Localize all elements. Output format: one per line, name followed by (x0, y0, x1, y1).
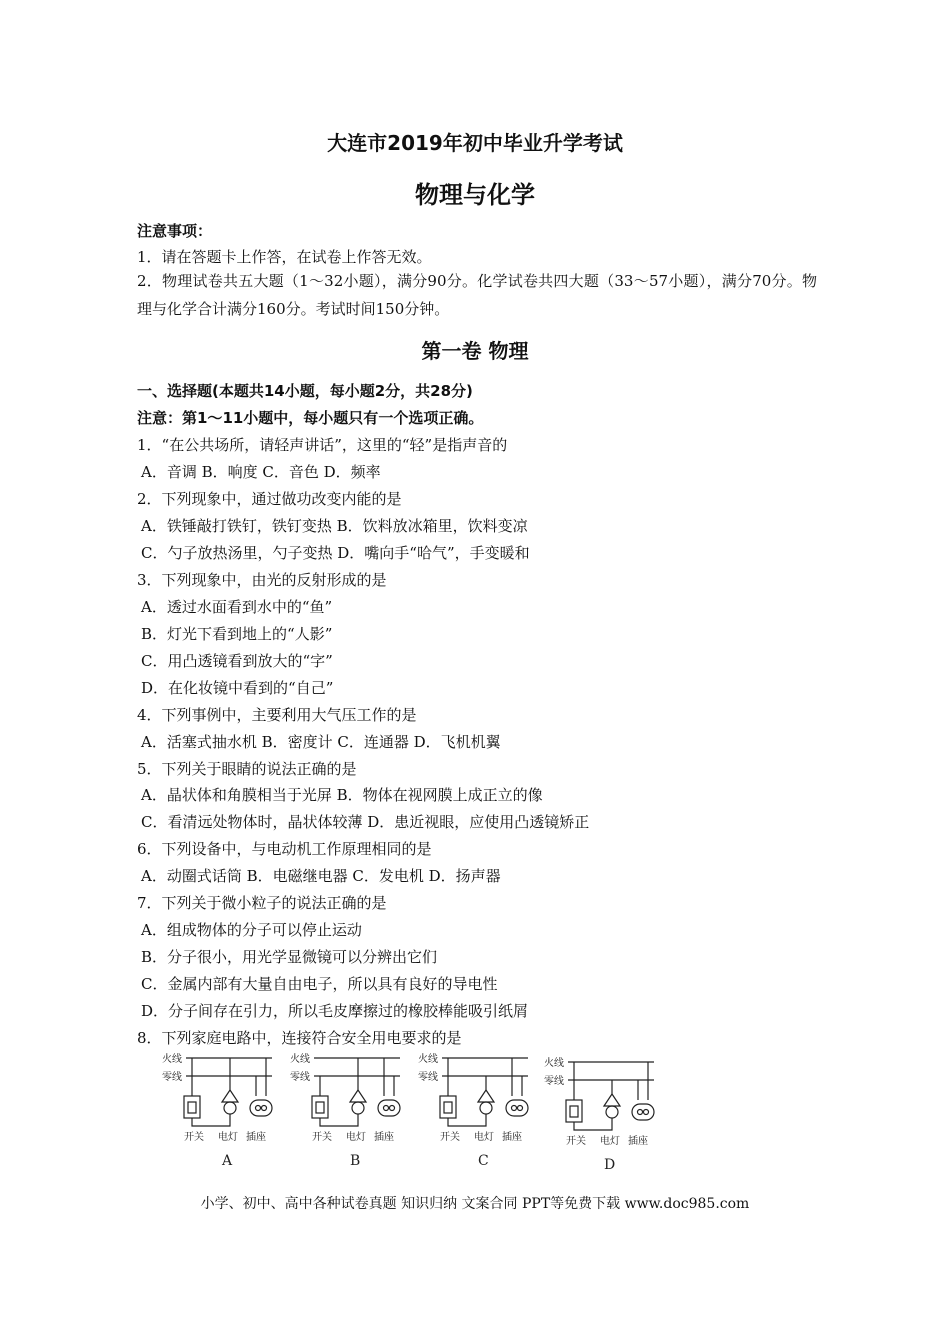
question-5-stem: 5．下列关于眼睛的说法正确的是 (137, 760, 357, 778)
question-3-option-c: C．用凸透镜看到放大的“字” (141, 652, 333, 670)
live-wire-label: 火线 (418, 1054, 438, 1065)
question-6-stem: 6．下列设备中，与电动机工作原理相同的是 (137, 840, 432, 858)
notice-item-1: 1．请在答题卡上作答，在试卷上作答无效。 (137, 248, 432, 266)
question-3-stem: 3．下列现象中，由光的反射形成的是 (137, 571, 387, 589)
option-label-b: B (350, 1153, 361, 1169)
lamp-label: 电灯 (600, 1136, 620, 1147)
question-3-option-d: D．在化妆镜中看到的“自己” (141, 679, 334, 697)
page-footer: 小学、初中、高中各种试卷真题 知识归纳 文案合同 PPT等免费下载 www.doc985.com (200, 1196, 750, 1212)
question-7-option-c: C．金属内部有大量自由电子，所以具有良好的导电性 (141, 975, 498, 993)
option-label-d: D (604, 1157, 616, 1173)
question-3-option-b: B．灯光下看到地上的“人影” (141, 625, 333, 643)
question-4-stem: 4．下列事例中，主要利用大气压工作的是 (137, 706, 417, 724)
option-label-c: C (478, 1153, 489, 1169)
notice-item-2: 2．物理试卷共五大题（1～32小题），满分90分。化学试卷共四大题（33～57小题），满分70分。物理与化学合计满分160分。考试时间150分钟。 (137, 272, 817, 318)
question-2-options-ab: A．铁锤敲打铁钉，铁钉变热 B．饮料放冰箱里，饮料变凉 (141, 517, 528, 535)
circuit-d (544, 1056, 654, 1173)
question-7-option-a: A．组成物体的分子可以停止运动 (141, 921, 362, 939)
question-8-stem: 8．下列家庭电路中，连接符合安全用电要求的是 (137, 1029, 462, 1047)
question-4-options: A．活塞式抽水机 B．密度计 C．连通器 D．飞机机翼 (141, 733, 501, 751)
live-wire-label: 火线 (544, 1058, 564, 1069)
switch-label: 开关 (312, 1132, 332, 1143)
exam-title: 大连市2019年初中毕业升学考试 (327, 131, 623, 155)
lamp-label: 电灯 (218, 1132, 238, 1143)
volume-title: 第一卷 物理 (421, 339, 529, 363)
circuit-b (290, 1052, 400, 1169)
neutral-wire-label: 零线 (162, 1072, 182, 1083)
neutral-wire-label: 零线 (544, 1076, 564, 1087)
socket-label: 插座 (628, 1136, 648, 1147)
subject-title: 物理与化学 (415, 181, 535, 209)
notice-heading: 注意事项： (137, 222, 213, 240)
question-1-options: A．音调 B．响度 C．音色 D．频率 (141, 463, 381, 481)
question-5-options-cd: C．看清远处物体时，晶状体较薄 D．患近视眼，应使用凸透镜矫正 (141, 813, 590, 831)
switch-label: 开关 (184, 1132, 204, 1143)
live-wire-label: 火线 (162, 1054, 182, 1065)
circuit-diagrams (160, 1052, 680, 1174)
part-note: 注意：第1～11小题中，每小题只有一个选项正确。 (137, 409, 484, 427)
socket-label: 插座 (374, 1132, 394, 1143)
question-5-options-ab: A．晶状体和角膜相当于光屏 B．物体在视网膜上成正立的像 (141, 786, 543, 804)
live-wire-label: 火线 (290, 1054, 310, 1065)
neutral-wire-label: 零线 (418, 1072, 438, 1083)
question-6-options: A．动圈式话筒 B．电磁继电器 C．发电机 D．扬声器 (141, 867, 501, 885)
question-3-option-a: A．透过水面看到水中的“鱼” (141, 598, 333, 616)
neutral-wire-label: 零线 (290, 1072, 310, 1083)
part-heading: 一、选择题(本题共14小题，每小题2分，共28分) (137, 382, 473, 400)
question-2-stem: 2．下列现象中，通过做功改变内能的是 (137, 490, 402, 508)
socket-label: 插座 (502, 1132, 522, 1143)
switch-label: 开关 (566, 1136, 586, 1147)
question-7-option-d: D．分子间存在引力，所以毛皮摩擦过的橡胶棒能吸引纸屑 (141, 1002, 529, 1020)
circuit-c (418, 1052, 528, 1169)
switch-label: 开关 (440, 1132, 460, 1143)
circuit-a (162, 1052, 272, 1169)
question-7-option-b: B．分子很小，用光学显微镜可以分辨出它们 (141, 948, 438, 966)
socket-label: 插座 (246, 1132, 266, 1143)
question-7-stem: 7．下列关于微小粒子的说法正确的是 (137, 894, 387, 912)
question-2-options-cd: C．勺子放热汤里，勺子变热 D．嘴向手“哈气”，手变暖和 (141, 544, 530, 562)
lamp-label: 电灯 (474, 1132, 494, 1143)
lamp-label: 电灯 (346, 1132, 366, 1143)
question-1-stem: 1．“在公共场所，请轻声讲话”，这里的“轻”是指声音的 (137, 436, 508, 454)
option-label-a: A (222, 1153, 233, 1169)
